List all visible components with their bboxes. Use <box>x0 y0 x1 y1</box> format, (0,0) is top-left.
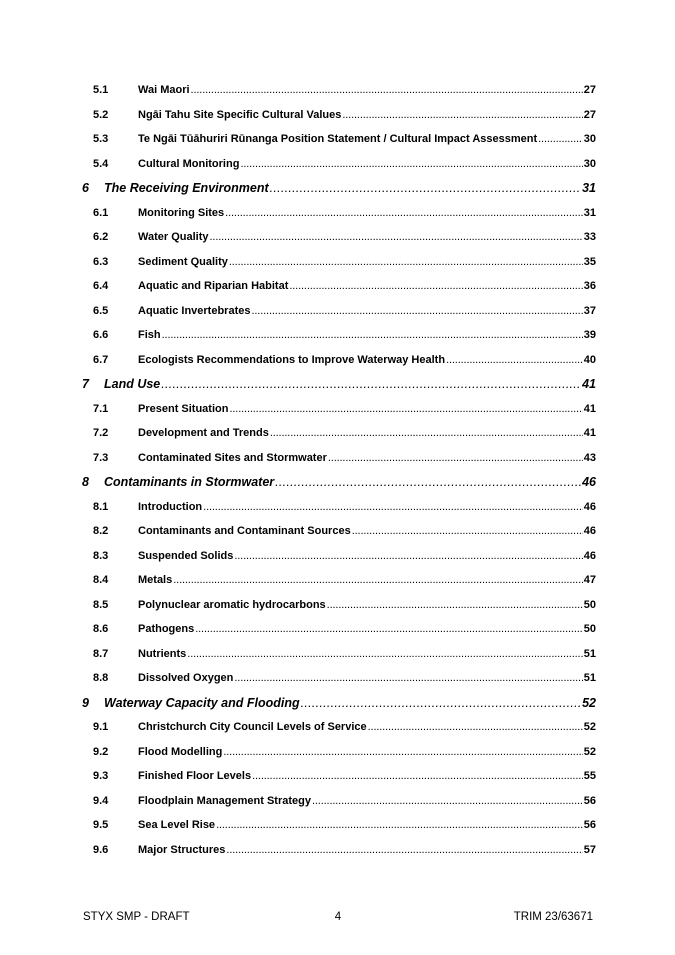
toc-entry-number: 8.6 <box>93 623 109 635</box>
toc-entry-number: 6.3 <box>93 255 109 268</box>
toc-subsection-entry[interactable] <box>82 274 596 299</box>
toc-entry-number: 8 <box>82 475 89 489</box>
toc-entry-title: Wai Maori <box>138 84 190 96</box>
toc-entry-page-number: 50 <box>583 623 596 635</box>
toc-dot-leader <box>342 103 582 128</box>
toc-entry-number: 6.1 <box>93 206 109 219</box>
toc-dot-leader <box>289 274 582 299</box>
toc-subsection-entry[interactable] <box>82 421 596 446</box>
toc-dot-leader <box>538 127 583 152</box>
toc-entry-page-number: 56 <box>583 794 596 807</box>
toc-entry-number: 6 <box>82 181 89 195</box>
toc-entry-page-number: 27 <box>583 84 596 96</box>
toc-dot-leader <box>240 152 582 177</box>
toc-dot-leader <box>229 397 582 422</box>
toc-section-entry[interactable] <box>82 372 596 397</box>
table-of-contents <box>82 78 596 862</box>
toc-entry-number: 9.2 <box>93 745 109 758</box>
toc-entry-title: Monitoring Sites <box>138 206 225 219</box>
toc-entry-title: Introduction <box>138 500 203 513</box>
toc-entry-page-number: 55 <box>583 770 596 782</box>
toc-entry-page-number: 52 <box>583 745 596 758</box>
toc-entry-number: 5.4 <box>93 157 109 170</box>
toc-entry-page-number: 40 <box>583 353 596 366</box>
toc-subsection-entry[interactable] <box>82 519 596 544</box>
toc-dot-leader <box>275 470 581 495</box>
toc-entry-page-number: 52 <box>583 721 596 733</box>
toc-dot-leader <box>195 617 583 642</box>
toc-entry-title: Land Use <box>104 377 161 391</box>
toc-entry-number: 9.5 <box>93 819 109 831</box>
toc-entry-number: 9.3 <box>93 770 109 782</box>
toc-entry-page-number: 50 <box>583 598 596 611</box>
toc-entry-page-number: 47 <box>583 574 596 586</box>
toc-entry-number: 9 <box>82 695 89 710</box>
toc-subsection-entry[interactable] <box>82 764 596 789</box>
toc-dot-leader <box>270 421 583 446</box>
toc-dot-leader <box>203 495 583 520</box>
toc-entry-number: 6.7 <box>93 353 109 366</box>
toc-entry-number: 8.1 <box>93 500 109 513</box>
toc-entry-page-number: 35 <box>583 255 596 268</box>
toc-entry-number: 7 <box>82 377 89 391</box>
toc-entry-page-number: 51 <box>583 672 596 684</box>
toc-entry-number: 6.6 <box>93 329 109 341</box>
toc-dot-leader <box>225 201 583 226</box>
toc-subsection-entry[interactable] <box>82 127 596 152</box>
toc-entry-number: 5.3 <box>93 133 109 145</box>
toc-entry-title: Cultural Monitoring <box>138 157 240 170</box>
toc-dot-leader <box>270 176 581 201</box>
toc-subsection-entry[interactable] <box>82 323 596 348</box>
toc-entry-page-number: 46 <box>582 475 596 489</box>
toc-subsection-entry[interactable] <box>82 593 596 618</box>
toc-subsection-entry[interactable] <box>82 789 596 814</box>
toc-entry-page-number: 31 <box>583 206 596 219</box>
toc-entry-title: Contaminants and Contaminant Sources <box>138 525 351 537</box>
toc-dot-leader <box>368 715 583 740</box>
toc-entry-page-number: 36 <box>583 280 596 292</box>
toc-entry-page-number: 41 <box>582 377 596 391</box>
toc-entry-page-number: 37 <box>583 304 596 317</box>
toc-subsection-entry[interactable] <box>82 103 596 128</box>
toc-subsection-entry[interactable] <box>82 568 596 593</box>
toc-entry-title: Present Situation <box>138 402 229 415</box>
toc-entry-number: 8.5 <box>93 598 109 611</box>
toc-entry-number: 8.8 <box>93 672 109 684</box>
toc-subsection-entry[interactable] <box>82 642 596 667</box>
toc-entry-title: Floodplain Management Strategy <box>138 794 311 807</box>
toc-subsection-entry[interactable] <box>82 397 596 422</box>
toc-entry-number: 6.4 <box>93 280 109 292</box>
toc-entry-number: 9.1 <box>93 721 109 733</box>
toc-dot-leader <box>226 838 582 863</box>
toc-dot-leader <box>161 372 581 397</box>
toc-subsection-entry[interactable] <box>82 813 596 838</box>
toc-entry-title: Major Structures <box>138 843 226 856</box>
toc-subsection-entry[interactable] <box>82 152 596 177</box>
toc-entry-number: 6.5 <box>93 304 109 317</box>
toc-subsection-entry[interactable] <box>82 348 596 373</box>
toc-entry-page-number: 57 <box>583 843 596 856</box>
toc-entry-title: Water Quality <box>138 231 209 243</box>
toc-entry-title: Flood Modelling <box>138 745 223 758</box>
toc-dot-leader <box>223 740 582 765</box>
toc-entry-page-number: 43 <box>583 451 596 464</box>
toc-entry-title: Polynuclear aromatic hydrocarbons <box>138 598 326 611</box>
toc-entry-page-number: 52 <box>582 695 596 710</box>
toc-dot-leader <box>216 813 583 838</box>
toc-entry-title: Christchurch City Council Levels of Service <box>138 721 367 733</box>
toc-entry-number: 9.6 <box>93 843 109 856</box>
toc-entry-page-number: 46 <box>583 549 596 562</box>
toc-entry-page-number: 31 <box>582 181 596 195</box>
toc-entry-page-number: 56 <box>583 819 596 831</box>
toc-entry-page-number: 27 <box>583 108 596 121</box>
toc-dot-leader <box>191 78 583 103</box>
toc-entry-number: 7.1 <box>93 402 109 415</box>
toc-entry-title: Metals <box>138 574 173 586</box>
toc-dot-leader <box>210 225 583 250</box>
toc-dot-leader <box>187 642 582 667</box>
toc-dot-leader <box>312 789 583 814</box>
toc-entry-page-number: 39 <box>583 329 596 341</box>
toc-dot-leader <box>301 691 581 716</box>
toc-subsection-entry[interactable] <box>82 715 596 740</box>
toc-entry-page-number: 41 <box>583 427 596 439</box>
toc-section-entry[interactable] <box>82 176 596 201</box>
toc-dot-leader <box>352 519 583 544</box>
toc-entry-title: Aquatic and Riparian Habitat <box>138 280 289 292</box>
toc-entry-page-number: 30 <box>583 133 596 145</box>
toc-dot-leader <box>173 568 583 593</box>
toc-subsection-entry[interactable] <box>82 838 596 863</box>
toc-entry-page-number: 33 <box>583 231 596 243</box>
toc-entry-title: Waterway Capacity and Flooding <box>104 695 300 710</box>
toc-subsection-entry[interactable] <box>82 299 596 324</box>
toc-entry-number: 8.2 <box>93 525 109 537</box>
toc-subsection-entry[interactable] <box>82 225 596 250</box>
toc-dot-leader <box>234 544 582 569</box>
toc-dot-leader <box>328 446 583 471</box>
toc-entry-title: Dissolved Oxygen <box>138 672 234 684</box>
toc-entry-title: Development and Trends <box>138 427 269 439</box>
toc-subsection-entry[interactable] <box>82 740 596 765</box>
toc-entry-title: Sediment Quality <box>138 255 228 268</box>
footer-trim-reference: TRIM 23/63671 <box>513 911 593 923</box>
toc-entry-number: 9.4 <box>93 794 109 807</box>
toc-dot-leader <box>234 666 582 691</box>
footer-document-title: STYX SMP - DRAFT <box>83 911 190 923</box>
toc-entry-title: Nutrients <box>138 647 187 660</box>
toc-entry-title: Te Ngāi Tūāhuriri Rūnanga Position Statement / Cultural Impact Assessment <box>138 133 538 145</box>
toc-entry-title: Contaminants in Stormwater <box>104 475 275 489</box>
toc-entry-title: Suspended Solids <box>138 549 234 562</box>
toc-dot-leader <box>327 593 583 618</box>
toc-entry-number: 8.7 <box>93 647 109 660</box>
toc-entry-number: 7.2 <box>93 427 109 439</box>
toc-entry-title: The Receiving Environment <box>104 181 269 195</box>
toc-subsection-entry[interactable] <box>82 250 596 275</box>
toc-subsection-entry[interactable] <box>82 495 596 520</box>
toc-entry-number: 6.2 <box>93 231 109 243</box>
toc-entry-page-number: 41 <box>583 402 596 415</box>
toc-entry-title: Pathogens <box>138 623 195 635</box>
toc-entry-page-number: 30 <box>583 157 596 170</box>
footer-page-number: 4 <box>334 911 342 923</box>
toc-subsection-entry[interactable] <box>82 666 596 691</box>
toc-entry-title: Finished Floor Levels <box>138 770 252 782</box>
toc-entry-number: 7.3 <box>93 451 109 464</box>
toc-dot-leader <box>446 348 583 373</box>
toc-entry-page-number: 46 <box>583 525 596 537</box>
toc-dot-leader <box>229 250 583 275</box>
toc-entry-number: 5.1 <box>93 84 109 96</box>
toc-entry-title: Sea Level Rise <box>138 819 216 831</box>
toc-section-entry[interactable] <box>82 691 596 716</box>
toc-entry-title: Contaminated Sites and Stormwater <box>138 451 327 464</box>
toc-entry-number: 5.2 <box>93 108 109 121</box>
toc-dot-leader <box>162 323 583 348</box>
toc-dot-leader <box>251 299 582 324</box>
toc-entry-page-number: 46 <box>583 500 596 513</box>
toc-entry-page-number: 51 <box>583 647 596 660</box>
toc-dot-leader <box>252 764 583 789</box>
toc-entry-title: Aquatic Invertebrates <box>138 304 251 317</box>
toc-entry-number: 8.3 <box>93 549 109 562</box>
toc-entry-title: Ecologists Recommendations to Improve Waterway Health <box>138 353 446 366</box>
toc-subsection-entry[interactable] <box>82 544 596 569</box>
toc-section-entry[interactable] <box>82 470 596 495</box>
toc-entry-title: Ngāi Tahu Site Specific Cultural Values <box>138 108 342 121</box>
toc-entry-title: Fish <box>138 329 161 341</box>
toc-subsection-entry[interactable] <box>82 617 596 642</box>
toc-subsection-entry[interactable] <box>82 446 596 471</box>
toc-entry-number: 8.4 <box>93 574 109 586</box>
toc-subsection-entry[interactable] <box>82 78 596 103</box>
toc-subsection-entry[interactable] <box>82 201 596 226</box>
